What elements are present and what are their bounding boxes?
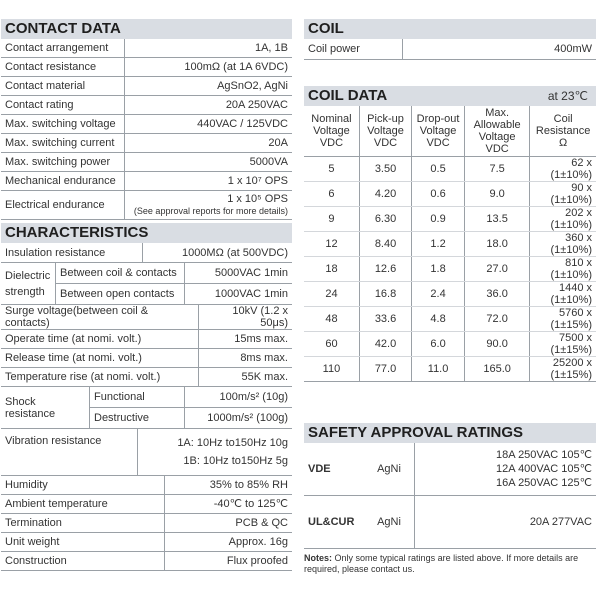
- char-label: Operate time (at nomi. volt.): [1, 330, 198, 349]
- char-row: [1, 495, 292, 514]
- safety-rating: 16A 250VAC 125℃: [496, 477, 592, 489]
- coil-data-cell: 4.20: [359, 182, 411, 207]
- coil-data-cell: 5: [304, 157, 359, 182]
- contact-label: Contact resistance: [1, 58, 124, 77]
- safety-notes: [304, 553, 596, 575]
- safety-material: AgNi: [364, 496, 415, 549]
- char-row: [1, 368, 292, 387]
- shock-func-label: Functional: [90, 387, 185, 408]
- char-value: Flux proofed: [164, 552, 292, 571]
- char-row: [1, 330, 292, 349]
- vibration-1b: 1B: 10Hz to150Hz 5g: [183, 455, 288, 467]
- dielectric-open-label: Between open contacts: [56, 284, 185, 305]
- coil-data-cell: 810 x (1±10%): [530, 257, 596, 282]
- shock-table: [1, 387, 292, 429]
- coil-data-cell: 90 x (1±10%): [530, 182, 596, 207]
- contact-data-section: [1, 19, 292, 571]
- dielectric-coil-label: Between coil & contacts: [56, 263, 185, 284]
- char-label: Temperature rise (at nomi. volt.): [1, 368, 198, 387]
- insulation-value: 1000MΩ (at 500VDC): [143, 243, 292, 263]
- char-row: [1, 305, 292, 330]
- safety-section: [304, 423, 596, 575]
- shock-dest-label: Destructive: [90, 408, 185, 429]
- coil-header-cell: Nominal Voltage VDC: [304, 106, 359, 157]
- coil-data-cell: 6.30: [359, 207, 411, 232]
- characteristics-rows1: [1, 305, 292, 387]
- electrical-endurance-value: 1 x 10⁵ OPS: [227, 193, 288, 205]
- contact-value: 1A, 1B: [124, 39, 292, 58]
- coil-data-cell: 60: [304, 332, 359, 357]
- char-row: [1, 552, 292, 571]
- dielectric-label: Dielectric strength: [1, 263, 56, 305]
- char-value: PCB & QC: [164, 514, 292, 533]
- coil-data-cell: 18.0: [465, 232, 530, 257]
- coil-data-cell: 6.0: [412, 332, 465, 357]
- coil-power-value: 400mW: [403, 39, 597, 60]
- contact-row: [1, 134, 292, 153]
- coil-data-cell: 12: [304, 232, 359, 257]
- vibration-1a: 1A: 10Hz to150Hz 10g: [177, 437, 288, 449]
- coil-data-cell: 360 x (1±10%): [530, 232, 596, 257]
- contact-label: Max. switching voltage: [1, 115, 124, 134]
- coil-data-cell: 62 x (1±10%): [530, 157, 596, 182]
- char-value: 10kV (1.2 x 50μs): [198, 305, 292, 330]
- coil-data-title: COIL DATA: [308, 87, 388, 104]
- safety-material: AgNi: [364, 443, 415, 496]
- contact-data-table: [1, 39, 292, 220]
- contact-value: 100mΩ (at 1A 6VDC): [124, 58, 292, 77]
- char-value: Approx. 16g: [164, 533, 292, 552]
- contact-label: Mechanical endurance: [1, 172, 124, 191]
- coil-data-row: [304, 307, 596, 332]
- contact-row: [1, 153, 292, 172]
- coil-data-table: [304, 106, 596, 382]
- contact-value: 440VAC / 125VDC: [124, 115, 292, 134]
- dielectric-table: [1, 263, 292, 305]
- char-value: -40℃ to 125℃: [164, 495, 292, 514]
- coil-data-row: [304, 332, 596, 357]
- char-label: Termination: [1, 514, 164, 533]
- vibration-table: [1, 429, 292, 476]
- safety-table: [304, 443, 596, 549]
- coil-data-cell: 4.8: [412, 307, 465, 332]
- char-label: Humidity: [1, 476, 164, 495]
- coil-data-cell: 1.2: [412, 232, 465, 257]
- coil-data-cell: 12.6: [359, 257, 411, 282]
- coil-data-cell: 165.0: [465, 357, 530, 382]
- coil-header-cell: Drop-out Voltage VDC: [412, 106, 465, 157]
- coil-data-cell: 27.0: [465, 257, 530, 282]
- coil-data-cell: 7.5: [465, 157, 530, 182]
- contact-row: [1, 77, 292, 96]
- contact-label: Contact arrangement: [1, 39, 124, 58]
- safety-standard: VDE: [304, 443, 364, 496]
- safety-rating: 20A 277VAC: [529, 516, 592, 528]
- safety-row: [304, 496, 596, 549]
- electrical-endurance-label: Electrical endurance: [1, 191, 124, 220]
- coil-data-cell: 2.4: [412, 282, 465, 307]
- shock-dest-value: 1000m/s² (100g): [185, 408, 293, 429]
- electrical-endurance-note: (See approval reports for more details): [133, 206, 288, 216]
- char-label: Release time (at nomi. volt.): [1, 349, 198, 368]
- coil-data-cell: 3.50: [359, 157, 411, 182]
- contact-data-title: CONTACT DATA: [1, 19, 292, 39]
- contact-value: 20A 250VAC: [124, 96, 292, 115]
- contact-value: 1 x 10⁷ OPS: [124, 172, 292, 191]
- coil-data-row: [304, 232, 596, 257]
- char-row: [1, 533, 292, 552]
- contact-row: [1, 115, 292, 134]
- coil-data-cell: 9: [304, 207, 359, 232]
- notes-text: Only some typical ratings are listed above. If more details are required, please contact us.: [304, 553, 579, 574]
- coil-data-cell: 0.9: [412, 207, 465, 232]
- insulation-label: Insulation resistance: [1, 243, 143, 263]
- electrical-endurance-row: [1, 191, 292, 220]
- coil-title: COIL: [304, 19, 596, 39]
- dielectric-coil-value: 5000VAC 1min: [185, 263, 293, 284]
- coil-data-cell: 9.0: [465, 182, 530, 207]
- char-value: 8ms max.: [198, 349, 292, 368]
- characteristics-title: CHARACTERISTICS: [1, 223, 292, 243]
- coil-data-cell: 18: [304, 257, 359, 282]
- coil-data-cell: 110: [304, 357, 359, 382]
- safety-row: [304, 443, 596, 496]
- contact-label: Contact rating: [1, 96, 124, 115]
- coil-data-row: [304, 357, 596, 382]
- coil-data-cell: 33.6: [359, 307, 411, 332]
- safety-rating: 12A 400VAC 105℃: [496, 463, 592, 475]
- contact-row: [1, 39, 292, 58]
- char-label: Unit weight: [1, 533, 164, 552]
- coil-data-row: [304, 257, 596, 282]
- coil-data-cell: 8.40: [359, 232, 411, 257]
- shock-label: Shock resistance: [1, 387, 90, 429]
- coil-data-section: [304, 86, 596, 382]
- dielectric-open-value: 1000VAC 1min: [185, 284, 293, 305]
- coil-data-cell: 13.5: [465, 207, 530, 232]
- characteristics-table: [1, 243, 292, 263]
- characteristics-rows2: [1, 476, 292, 571]
- coil-data-cell: 16.8: [359, 282, 411, 307]
- coil-data-cell: 0.6: [412, 182, 465, 207]
- contact-label: Contact material: [1, 77, 124, 96]
- coil-data-cell: 77.0: [359, 357, 411, 382]
- contact-row: [1, 58, 292, 77]
- coil-data-cell: 6: [304, 182, 359, 207]
- coil-data-cell: 7500 x (1±15%): [530, 332, 596, 357]
- coil-data-row: [304, 207, 596, 232]
- coil-data-cell: 24: [304, 282, 359, 307]
- contact-row: [1, 172, 292, 191]
- coil-section: [304, 19, 596, 60]
- notes-label: Notes:: [304, 553, 333, 563]
- char-row: [1, 476, 292, 495]
- coil-data-cell: 11.0: [412, 357, 465, 382]
- char-value: 55K max.: [198, 368, 292, 387]
- char-row: [1, 349, 292, 368]
- coil-power-label: Coil power: [304, 39, 403, 60]
- coil-data-cell: 1.8: [412, 257, 465, 282]
- contact-value: 20A: [124, 134, 292, 153]
- coil-data-cell: 90.0: [465, 332, 530, 357]
- coil-data-cell: 36.0: [465, 282, 530, 307]
- char-label: Construction: [1, 552, 164, 571]
- contact-label: Max. switching current: [1, 134, 124, 153]
- coil-data-cell: 1440 x (1±10%): [530, 282, 596, 307]
- contact-label: Max. switching power: [1, 153, 124, 172]
- char-value: 15ms max.: [198, 330, 292, 349]
- coil-data-cell: 5760 x (1±15%): [530, 307, 596, 332]
- coil-table: [304, 39, 596, 60]
- contact-value: AgSnO2, AgNi: [124, 77, 292, 96]
- coil-header-cell: Max. Allowable Voltage VDC: [465, 106, 530, 157]
- char-row: [1, 514, 292, 533]
- coil-data-cell: 0.5: [412, 157, 465, 182]
- coil-data-cell: 202 x (1±10%): [530, 207, 596, 232]
- shock-func-value: 100m/s² (10g): [185, 387, 293, 408]
- char-value: 35% to 85% RH: [164, 476, 292, 495]
- vibration-label: Vibration resistance: [1, 429, 137, 476]
- coil-data-row: [304, 157, 596, 182]
- coil-header-cell: Coil Resistance Ω: [530, 106, 596, 157]
- coil-data-cell: 72.0: [465, 307, 530, 332]
- coil-data-row: [304, 282, 596, 307]
- coil-data-temp: at 23℃: [547, 89, 588, 103]
- coil-data-cell: 48: [304, 307, 359, 332]
- insulation-row: [1, 243, 292, 263]
- coil-data-cell: 42.0: [359, 332, 411, 357]
- safety-standard: UL&CUR: [304, 496, 364, 549]
- contact-row: [1, 96, 292, 115]
- coil-header-cell: Pick-up Voltage VDC: [359, 106, 411, 157]
- contact-value: 5000VA: [124, 153, 292, 172]
- char-label: Surge voltage(between coil & contacts): [1, 305, 198, 330]
- safety-rating: 18A 250VAC 105℃: [496, 449, 592, 461]
- coil-data-cell: 25200 x (1±15%): [530, 357, 596, 382]
- safety-title: SAFETY APPROVAL RATINGS: [304, 423, 596, 443]
- coil-data-header: [304, 86, 596, 106]
- char-label: Ambient temperature: [1, 495, 164, 514]
- coil-data-row: [304, 182, 596, 207]
